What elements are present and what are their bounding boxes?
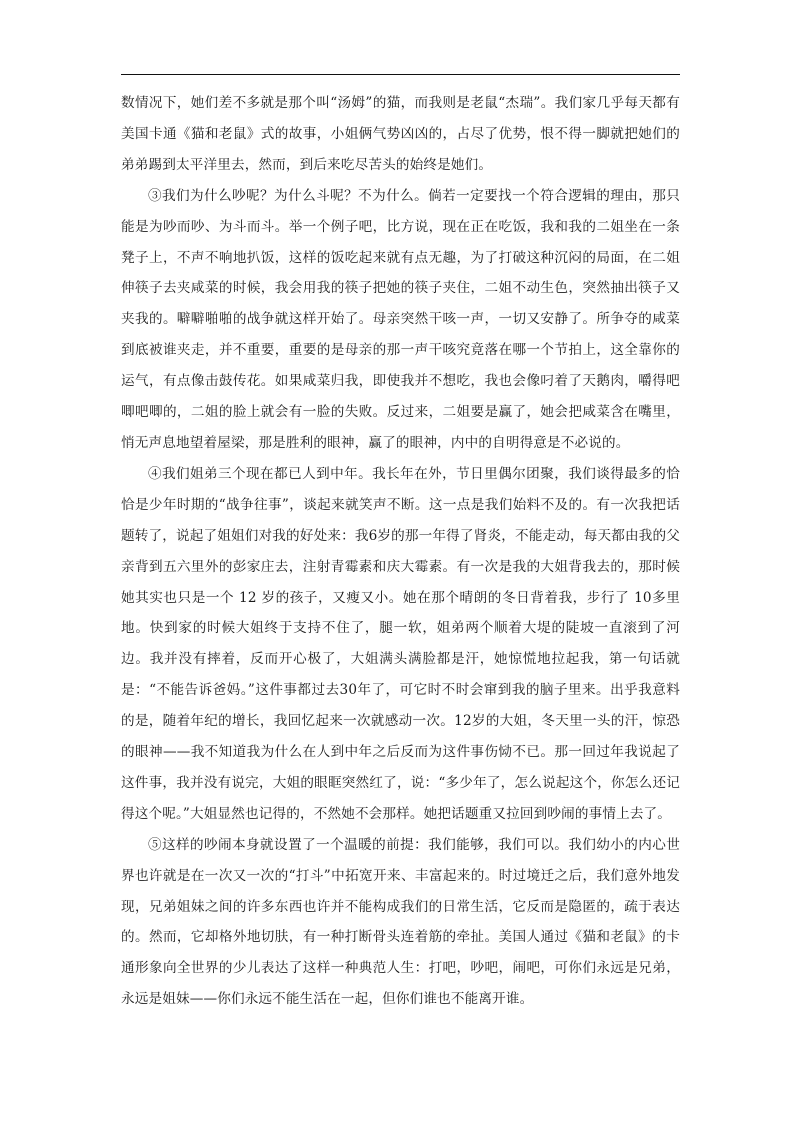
- paragraph-continuation: 数情况下，她们差不多就是那个叫“汤姆”的猫，而我则是老鼠“杰瑞”。我们家几乎每天都有美国卡通《猫和老鼠》式的故事，小姐俩气势凶凶的，占尽了优势，恨不得一脚就把她们的弟弟踢到太平洋里去，然而，到后来吃尽苦头的始终是她们。: [121, 95, 680, 173]
- article-body: [121, 88, 680, 1015]
- paragraph-3: ③我们为什么吵呢？为什么斗呢？不为什么。倘若一定要找一个符合逻辑的理由，那只能是为吵而吵、为斗而斗。举一个例子吧，比方说，现在正在吃饭，我和我的二姐坐在一条凳子上，不声不响地扒饭，这样的饭吃起来就有点无趣，为了打破这种沉闷的局面，在二姐伸筷子去夹咸菜的时候，我会用我的筷子把她的筷子夹住，二姐不动生色，突然抽出筷子又夹我的。噼噼啪啪的战争就这样开始了。母亲突然干咳一声，一切又安静了。所争夺的咸菜到底被谁夹走，并不重要，重要的是母亲的那一声干咳究竟落在哪一个节拍上，这全靠你的运气，有点像击鼓传花。如果咸菜归我，即使我并不想吃，我也会像叼着了天鹅肉，嚼得吧唧吧唧的，二姐的脸上就会有一脸的失败。反过来，二姐要是赢了，她会把咸菜含在嘴里，悄无声息地望着屋梁，那是胜利的眼神，赢了的眼神，内中的自明得意是不必说的。: [121, 187, 680, 451]
- header-rule: [121, 74, 680, 75]
- paragraph-4: ④我们姐弟三个现在都已人到中年。我长年在外，节日里偶尔团聚，我们谈得最多的恰恰是少年时期的“战争往事”，谈起来就笑声不断。这一点是我们始料不及的。有一次我把话题转了，说起了姐姐们对我的好处来：我6岁的那一年得了肾炎，不能走动，每天都由我的父亲背到五六里外的彭家庄去，注射青霉素和庆大霉素。有一次是我的大姐背我去的，那时候她其实也只是一个 12 岁的孩子，又瘦又小。她在那个晴朗的冬日背着我，步行了 10多里地。快到家的时候大姐终于支持不住了，腿一软，姐弟两个顺着大堤的陡坡一直滚到了河边。我并没有摔着，反而开心极了，大姐满头满脸都是汗，她惊慌地拉起我，第一句话就是：“不能告诉爸妈。”这件事都过去30年了，可它时不时会窜到我的脑子里来。出乎我意料的是，随着年纪的增长，我回忆起来一次就感动一次。12岁的大姐，冬天里一头的汗，惊恐的眼神——我不知道我为什么在人到中年之后反而为这件事伤恸不已。那一回过年我说起了这件事，我并没有说完，大姐的眼眶突然红了，说：“多少年了，怎么说起这个，你怎么还记得这个呢。”大姐显然也记得的，不然她不会那样。她把话题重又拉回到吵闹的事情上去了。: [121, 465, 680, 822]
- paragraph-5: ⑤这样的吵闹本身就设置了一个温暖的前提：我们能够，我们可以。我们幼小的内心世界也许就是在一次又一次的“打斗”中拓宽开来、丰富起来的。时过境迁之后，我们意外地发现，兄弟姐妹之间的许多东西也许并不能构成我们的日常生活，它反而是隐匿的，疏于表达的。然而，它却格外地切肤，有一种打断骨头连着筋的牵扯。美国人通过《猫和老鼠》的卡通形象向全世界的少儿表达了这样一种典范人生：打吧，吵吧，闹吧，可你们永远是兄弟，永远是姐妹——你们永远不能生活在一起，但你们谁也不能离开谁。: [121, 836, 680, 1008]
